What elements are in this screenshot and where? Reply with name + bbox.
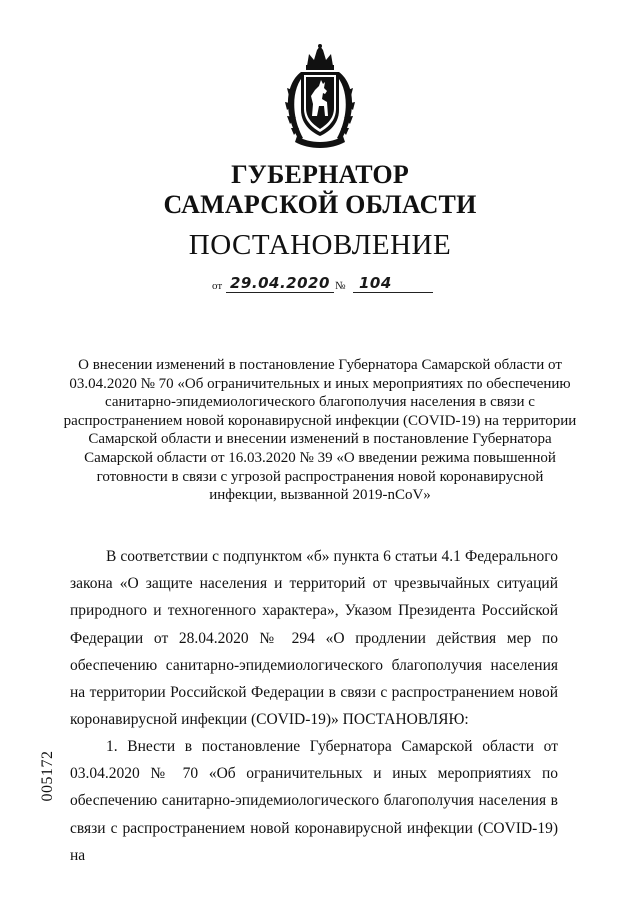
samara-coat-of-arms-icon bbox=[279, 44, 361, 150]
margin-registration-code bbox=[28, 740, 68, 812]
organization-title-line2: САМАРСКОЙ ОБЛАСТИ bbox=[163, 190, 477, 219]
body-paragraph-1: В соответствии с подпунктом «б» пункта 6 статьи 4.1 Федерального закона «О защите населения и территорий от чрезвычайных ситуаций природного и техногенного характера», Указом Президента Российской Федерации от 28.04.2020 № 294 «О продлении действия мер по обеспечению санитарно-эпидемиологического благополучия населения на территории Российской Федерации в связи с распространением новой коронавирусной инфекции (COVID-19)» ПОСТАНОВЛЯЮ: bbox=[70, 548, 558, 729]
body-paragraph-2: 1. Внести в постановление Губернатора Самарской области от 03.04.2020 № 70 «Об ограничительных и иных мероприятиях по обеспечению санитарно-эпидемиологического благополучия населения в связи с распространением новой коронавирусной инфекции (COVID-19) на bbox=[70, 738, 558, 864]
organization-title-line1: ГУБЕРНАТОР bbox=[231, 160, 409, 189]
number-label: № bbox=[335, 280, 346, 292]
document-type-title: ПОСТАНОВЛЕНИЕ bbox=[188, 229, 452, 261]
document-subject: О внесении изменений в постановление Губернатора Самарской области от 03.04.2020 № 70 «Об ограничительных и иных мероприятиях по обеспечению санитарно-эпидемиологического благополучия населения в связи с распространением новой коронавирусной инфекции (COVID-19) на территории Самарской области и внесении изменений в постановление Губернатора Самарской области от 16.03.2020 № 39 «О введении режима повышенной готовности в связи с угрозой распространения новой коронавирусной инфекции, вызванной 2019-nCoV» bbox=[63, 357, 577, 504]
document-meta-row bbox=[212, 274, 432, 294]
margin-code-text: 005172 bbox=[39, 750, 56, 802]
handwritten-number: 104 bbox=[359, 274, 392, 292]
date-label: от bbox=[212, 280, 223, 292]
date-underline bbox=[226, 292, 334, 293]
number-underline bbox=[353, 292, 433, 293]
handwritten-date: 29.04.2020 bbox=[230, 274, 330, 292]
